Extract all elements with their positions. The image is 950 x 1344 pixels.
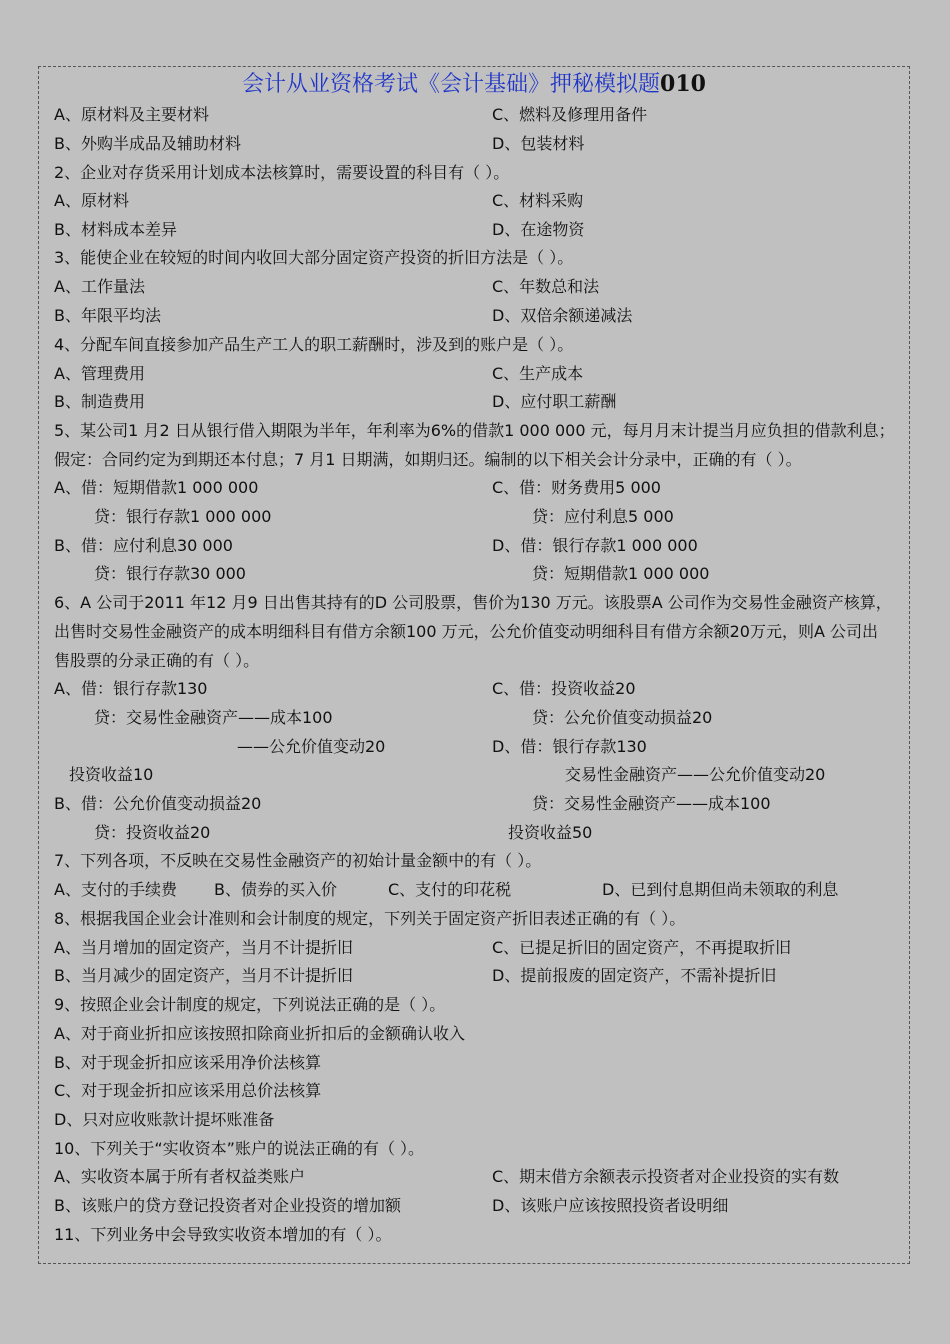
option-10b: B、该账户的贷方登记投资者对企业投资的增加额 bbox=[54, 1196, 401, 1215]
option-9c: C、对于现金折扣应该采用总价法核算 bbox=[54, 1081, 322, 1100]
option-5b-debit: B、借：应付利息30 000 bbox=[54, 536, 233, 555]
option-5d-debit: D、借：银行存款1 000 000 bbox=[492, 536, 698, 555]
question-7: 7、下列各项，不反映在交易性金融资产的初始计量金额中的有（ ）。 bbox=[54, 851, 542, 870]
option-8b: B、当月减少的固定资产，当月不计提折旧 bbox=[54, 966, 353, 985]
question-6-line-2: 出售时交易性金融资产的成本明细科目有借方余额100 万元，公允价值变动明细科目有借方余额20万元，则A 公司出 bbox=[54, 622, 879, 641]
option-6b-debit: B、借：公允价值变动损益20 bbox=[54, 794, 262, 813]
option-5c-debit: C、借：财务费用5 000 bbox=[492, 478, 661, 497]
question-8: 8、根据我国企业会计准则和会计制度的规定，下列关于固定资产折旧表述正确的有（ ）。 bbox=[54, 909, 686, 928]
option-5b-credit: 贷：银行存款30 000 bbox=[94, 564, 246, 583]
option-8c: C、已提足折旧的固定资产，不再提取折旧 bbox=[492, 938, 792, 957]
option-9b: B、对于现金折扣应该采用净价法核算 bbox=[54, 1053, 321, 1072]
option-3c: C、年数总和法 bbox=[492, 277, 600, 296]
question-5-line-1: 5、某公司1 月2 日从银行借入期限为半年，年利率为6%的借款1 000 000 元，每月月末计提当月应负担的借款利息； bbox=[54, 421, 895, 440]
option-4c: C、生产成本 bbox=[492, 364, 584, 383]
option-10c: C、期末借方余额表示投资者对企业投资的实有数 bbox=[492, 1167, 840, 1186]
option-5c-credit: 贷：应付利息5 000 bbox=[532, 507, 674, 526]
question-5-line-2: 假定：合同约定为到期还本付息；7 月1 日期满，如期归还。编制的以下相关会计分录中，正确的有（ ）。 bbox=[54, 450, 802, 469]
option-6d-debit-2: 交易性金融资产——公允价值变动20 bbox=[565, 765, 826, 784]
option-6a-credit-3: 投资收益10 bbox=[69, 765, 154, 784]
question-9: 9、按照企业会计制度的规定，下列说法正确的是（ ）。 bbox=[54, 995, 446, 1014]
option-4d: D、应付职工薪酬 bbox=[492, 392, 617, 411]
question-6-line-3: 售股票的分录正确的有（ ）。 bbox=[54, 651, 260, 670]
option-4a: A、管理费用 bbox=[54, 364, 145, 383]
option-8a: A、当月增加的固定资产，当月不计提折旧 bbox=[54, 938, 353, 957]
option-6d-debit: D、借：银行存款130 bbox=[492, 737, 647, 756]
option-5a-credit: 贷：银行存款1 000 000 bbox=[94, 507, 272, 526]
question-4: 4、分配车间直接参加产品生产工人的职工薪酬时，涉及到的账户是（ ）。 bbox=[54, 335, 574, 354]
question-11: 11、下列业务中会导致实收资本增加的有（ ）。 bbox=[54, 1225, 392, 1244]
option-7b: B、债券的买入价 bbox=[214, 880, 337, 899]
option-6a-credit-2: ——公允价值变动20 bbox=[237, 737, 386, 756]
option-7d: D、已到付息期但尚未领取的利息 bbox=[602, 880, 839, 899]
option-1d: D、包装材料 bbox=[492, 134, 585, 153]
option-2d: D、在途物资 bbox=[492, 220, 585, 239]
option-6a-credit-1: 贷：交易性金融资产——成本100 bbox=[94, 708, 333, 727]
option-5d-credit: 贷：短期借款1 000 000 bbox=[532, 564, 710, 583]
document-page bbox=[38, 66, 910, 1264]
option-7a: A、支付的手续费 bbox=[54, 880, 177, 899]
question-2: 2、企业对存货采用计划成本法核算时，需要设置的科目有（ ）。 bbox=[54, 163, 510, 182]
option-6a-debit: A、借：银行存款130 bbox=[54, 679, 208, 698]
question-6-line-1: 6、A 公司于2011 年12 月9 日出售其持有的D 公司股票，售价为130 万元。该股票A 公司作为交易性金融资产核算， bbox=[54, 593, 892, 612]
option-3b: B、年限平均法 bbox=[54, 306, 161, 325]
option-1c: C、燃料及修理用备件 bbox=[492, 105, 648, 124]
option-3a: A、工作量法 bbox=[54, 277, 145, 296]
option-1b: B、外购半成品及辅助材料 bbox=[54, 134, 241, 153]
option-6c-credit: 贷：公允价值变动损益20 bbox=[532, 708, 713, 727]
option-7c: C、支付的印花税 bbox=[388, 880, 512, 899]
document-title bbox=[39, 69, 909, 100]
question-3: 3、能使企业在较短的时间内收回大部分固定资产投资的折旧方法是（ ）。 bbox=[54, 248, 574, 267]
option-8d: D、提前报废的固定资产，不需补提折旧 bbox=[492, 966, 777, 985]
option-10d: D、该账户应该按照投资者设明细 bbox=[492, 1196, 729, 1215]
title-text: 会计从业资格考试《会计基础》押秘模拟题 bbox=[242, 72, 661, 97]
option-2c: C、材料采购 bbox=[492, 191, 584, 210]
option-6c-debit: C、借：投资收益20 bbox=[492, 679, 636, 698]
title-number: 010 bbox=[660, 71, 706, 97]
option-9a: A、对于商业折扣应该按照扣除商业折扣后的金额确认收入 bbox=[54, 1024, 465, 1043]
option-4b: B、制造费用 bbox=[54, 392, 145, 411]
option-1a: A、原材料及主要材料 bbox=[54, 105, 209, 124]
option-6b-credit: 贷：投资收益20 bbox=[94, 823, 211, 842]
option-3d: D、双倍余额递减法 bbox=[492, 306, 633, 325]
option-10a: A、实收资本属于所有者权益类账户 bbox=[54, 1167, 305, 1186]
question-10: 10、下列关于“实收资本”账户的说法正确的有（ ）。 bbox=[54, 1139, 425, 1158]
option-2a: A、原材料 bbox=[54, 191, 129, 210]
option-6d-credit-2: 投资收益50 bbox=[508, 823, 593, 842]
option-6d-credit: 贷：交易性金融资产——成本100 bbox=[532, 794, 771, 813]
option-5a-debit: A、借：短期借款1 000 000 bbox=[54, 478, 259, 497]
option-2b: B、材料成本差异 bbox=[54, 220, 177, 239]
option-9d: D、只对应收账款计提坏账准备 bbox=[54, 1110, 275, 1129]
